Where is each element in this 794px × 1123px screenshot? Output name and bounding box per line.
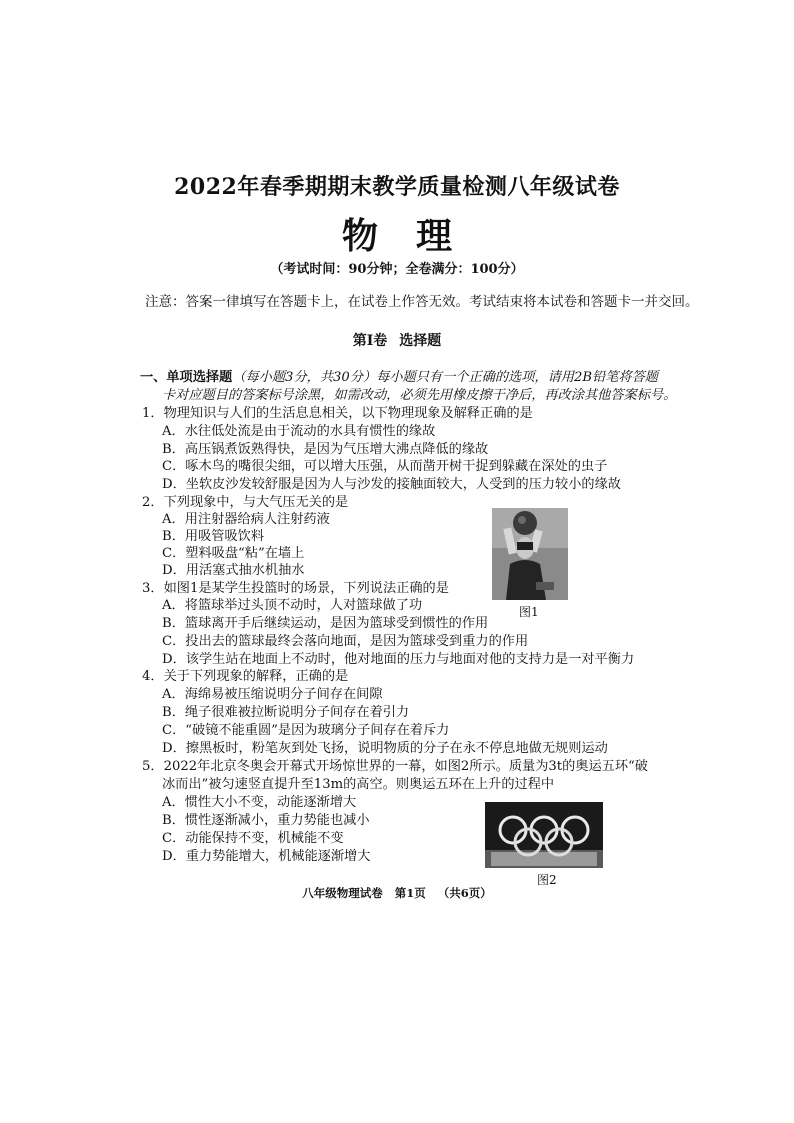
section-title <box>0 330 794 350</box>
option: D．用活塞式抽水机抽水 <box>162 563 305 578</box>
question-stem: 2．下列现象中，与大气压无关的是 <box>142 495 349 510</box>
exam-info: （考试时间：90分钟；全卷满分：100分） <box>270 262 524 277</box>
option: A．用注射器给病人注射药液 <box>162 512 330 527</box>
option: A．将篮球举过头顶不动时，人对篮球做了功 <box>162 598 423 613</box>
figure-2-olympic-rings-photo <box>485 802 603 868</box>
option: D．重力势能增大，机械能逐渐增大 <box>162 849 371 864</box>
option: D．坐软皮沙发较舒服是因为人与沙发的接触面较大，人受到的压力较小的缘故 <box>162 477 621 492</box>
section-name: 选择题 <box>399 333 442 349</box>
part1-heading: 一、单项选择题 <box>140 370 233 385</box>
footer-paper: 八年级物理试卷 <box>302 886 383 900</box>
option: B．惯性逐渐减小，重力势能也减小 <box>162 813 370 828</box>
option: D．擦黑板时，粉笔灰到处飞扬，说明物质的分子在永不停息地做无规则运动 <box>162 741 608 756</box>
option: C．啄木鸟的嘴很尖细，可以增大压强，从而凿开树干捉到躲藏在深处的虫子 <box>162 459 608 474</box>
question-stem: 5．2022年北京冬奥会开幕式开场惊世界的一幕，如图2所示。质量为3t的奥运五环“破 <box>142 759 648 774</box>
question-stem: 4．关于下列现象的解释，正确的是 <box>142 669 349 684</box>
footer-page: 第1页 <box>394 886 426 900</box>
option: A．惯性大小不变，动能逐渐增大 <box>162 795 357 810</box>
part1-heading-line <box>140 369 658 386</box>
part1-instruction: 卡对应题目的答案标号涂黑，如需改动，必须先用橡皮擦干净后，再改涂其他答案标号。 <box>162 388 677 403</box>
question-stem-continued: 冰而出”被匀速竖直提升至13m的高空。则奥运五环在上升的过程中 <box>162 777 555 792</box>
part1-scoring: （每小题3分，共30分）每小题只有一个正确的选项，请用2B铅笔将答题 <box>232 370 658 385</box>
option: C．塑料吸盘“粘”在墙上 <box>162 546 305 561</box>
option: B．用吸管吸饮料 <box>162 529 265 544</box>
option: B．高压锅煮饭熟得快，是因为气压增大沸点降低的缘故 <box>162 442 489 457</box>
page-footer <box>0 885 794 901</box>
option: C．动能保持不变，机械能不变 <box>162 831 344 846</box>
option: A．水往低处流是由于流动的水具有惯性的缘故 <box>162 424 436 439</box>
option: D．该学生站在地面上不动时，他对地面的压力与地面对他的支持力是一对平衡力 <box>162 652 635 667</box>
footer-total: （共6页） <box>437 886 492 900</box>
figure-2-label: 图2 <box>537 873 557 887</box>
option: C．“破镜不能重圆”是因为玻璃分子间存在着斥力 <box>162 723 450 738</box>
exam-title: 2022年春季期期末教学质量检测八年级试卷 <box>174 174 620 200</box>
option: C．投出去的篮球最终会落向地面，是因为篮球受到重力的作用 <box>162 634 529 649</box>
option: B．篮球离开手后继续运动，是因为篮球受到惯性的作用 <box>162 616 489 631</box>
question-stem: 3．如图1是某学生投篮时的场景，下列说法正确的是 <box>142 581 449 596</box>
option: A．海绵易被压缩说明分子间存在间隙 <box>162 687 383 702</box>
section-volume: 第Ⅰ卷 <box>352 333 388 349</box>
option: B．绳子很难被拉断说明分子间存在着引力 <box>162 705 410 720</box>
subject-title: 物理 <box>341 215 490 257</box>
figure-1-label: 图1 <box>519 605 539 619</box>
notice-text: 注意：答案一律填写在答题卡上，在试卷上作答无效。考试结束将本试卷和答题卡一并交回。 <box>145 294 699 310</box>
question-stem: 1．物理知识与人们的生活息息相关，以下物理现象及解释正确的是 <box>142 406 533 421</box>
figure-1-basketball-photo <box>492 508 568 600</box>
